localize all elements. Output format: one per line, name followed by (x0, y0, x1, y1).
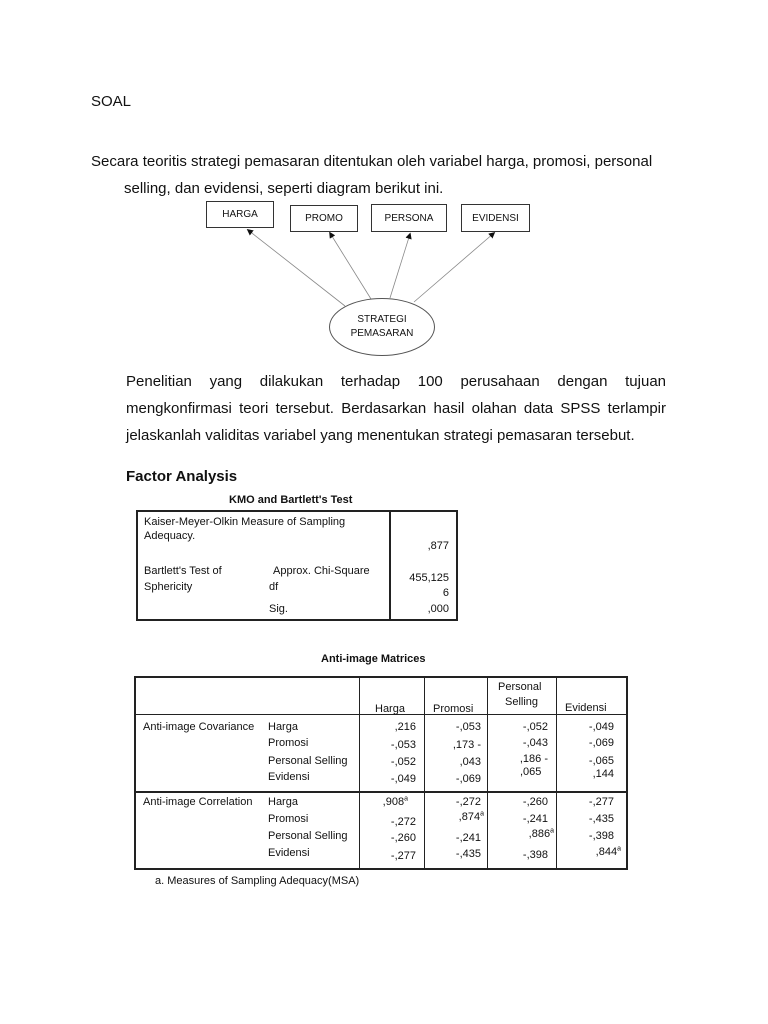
corr-cell: -,272 (390, 816, 416, 828)
corr-label: Anti-image Correlation (143, 796, 253, 808)
section-title: Factor Analysis (126, 468, 238, 485)
cov-cell: ,144 (592, 768, 614, 780)
cov-row-harga: Harga (268, 721, 298, 733)
corr-cell-diagonal: ,908$^a$ (382, 795, 408, 808)
kmo-title: KMO and Bartlett's Test (229, 494, 353, 506)
kmo-label-2: Adequacy. (144, 530, 196, 542)
cov-cell: -,043 (522, 737, 548, 749)
cov-cell: -,049 (588, 721, 614, 733)
intro-line-2: selling, dan evidensi, seperti diagram berikut ini. (124, 180, 444, 197)
cov-cell: -,065 (588, 755, 614, 767)
bartlett-label-1: Bartlett's Test of (144, 565, 222, 577)
col-header-evidensi: Evidensi (565, 702, 607, 714)
cov-cell: ,186 - (519, 753, 548, 765)
chi-square-label: Approx. Chi-Square (273, 565, 370, 577)
df-value: 6 (442, 587, 449, 599)
col-header-selling: Selling (505, 696, 539, 708)
col-header-harga: Harga (375, 703, 405, 715)
corr-cell: -,260 (390, 832, 416, 844)
cov-cell: -,053 (455, 721, 481, 733)
corr-cell: -,260 (522, 796, 548, 808)
corr-cell-diagonal: ,874$^a$ (458, 810, 484, 823)
cov-cell: -,052 (522, 721, 548, 733)
box-promo: PROMO (290, 205, 358, 232)
ellipse-line-2: PEMASARAN (350, 328, 414, 339)
corr-cell: -,398 (588, 830, 614, 842)
footnote: a. Measures of Sampling Adequacy(MSA) (155, 875, 360, 887)
cov-row-personal: Personal Selling (268, 755, 348, 767)
ellipse-strategi-pemasaran (329, 298, 435, 356)
sig-label: Sig. (269, 603, 288, 615)
corr-cell: -,272 (455, 796, 481, 808)
cov-cell: -,049 (390, 773, 416, 785)
corr-row-promosi: Promosi (268, 813, 309, 825)
chi-square-value: 455,125 (409, 572, 449, 584)
corr-row-personal: Personal Selling (268, 830, 348, 842)
box-harga: HARGA (206, 201, 274, 228)
intro-line-1: Secara teoritis strategi pemasaran ditentukan oleh variabel harga, promosi, personal (91, 153, 653, 170)
cov-cell: -,069 (588, 737, 614, 749)
cov-cell: -,053 (390, 739, 416, 751)
corr-row-harga: Harga (268, 796, 298, 808)
box-persona: PERSONA (371, 204, 447, 232)
corr-cell: -,435 (455, 848, 481, 860)
cov-label: Anti-image Covariance (143, 721, 255, 733)
corr-cell-diagonal: ,886$^a$ (528, 827, 554, 840)
cov-cell: ,065 (520, 766, 542, 778)
ellipse-line-1: STRATEGI (357, 314, 407, 325)
corr-cell-diagonal: ,844$^a$ (595, 845, 621, 858)
corr-cell: -,435 (588, 813, 614, 825)
cov-cell: ,173 - (452, 739, 481, 751)
col-header-personal: Personal (498, 681, 542, 693)
kmo-value: ,877 (427, 540, 449, 552)
cov-cell: ,216 (394, 721, 416, 733)
corr-cell: -,241 (522, 813, 548, 825)
cov-cell: -,052 (390, 756, 416, 768)
cov-row-evidensi: Evidensi (268, 771, 310, 783)
corr-cell: -,241 (455, 832, 481, 844)
cov-row-promosi: Promosi (268, 737, 309, 749)
corr-row-evidensi: Evidensi (268, 847, 310, 859)
cov-cell: -,069 (455, 773, 481, 785)
kmo-label-1: Kaiser-Meyer-Olkin Measure of Sampling (144, 516, 346, 528)
corr-cell: -,277 (390, 850, 416, 862)
df-label: df (269, 581, 279, 593)
heading-soal: SOAL (91, 93, 132, 110)
box-evidensi: EVIDENSI (461, 204, 530, 232)
anti-image-title: Anti-image Matrices (321, 653, 426, 665)
research-paragraph: Penelitian yang dilakukan terhadap 100 perusahaan dengan tujuan mengkonfirmasi teori tersebut. Berdasarkan hasil olahan data SPSS terlampir jelaskanlah validitas variabel yang menentukan strategi pemasaran tersebut. (126, 373, 666, 444)
bartlett-label-2: Sphericity (144, 581, 193, 593)
corr-cell: -,277 (588, 796, 614, 808)
col-header-promosi: Promosi (433, 703, 474, 715)
cov-cell: ,043 (459, 756, 481, 768)
sig-value: ,000 (427, 603, 449, 615)
corr-cell: -,398 (522, 849, 548, 861)
